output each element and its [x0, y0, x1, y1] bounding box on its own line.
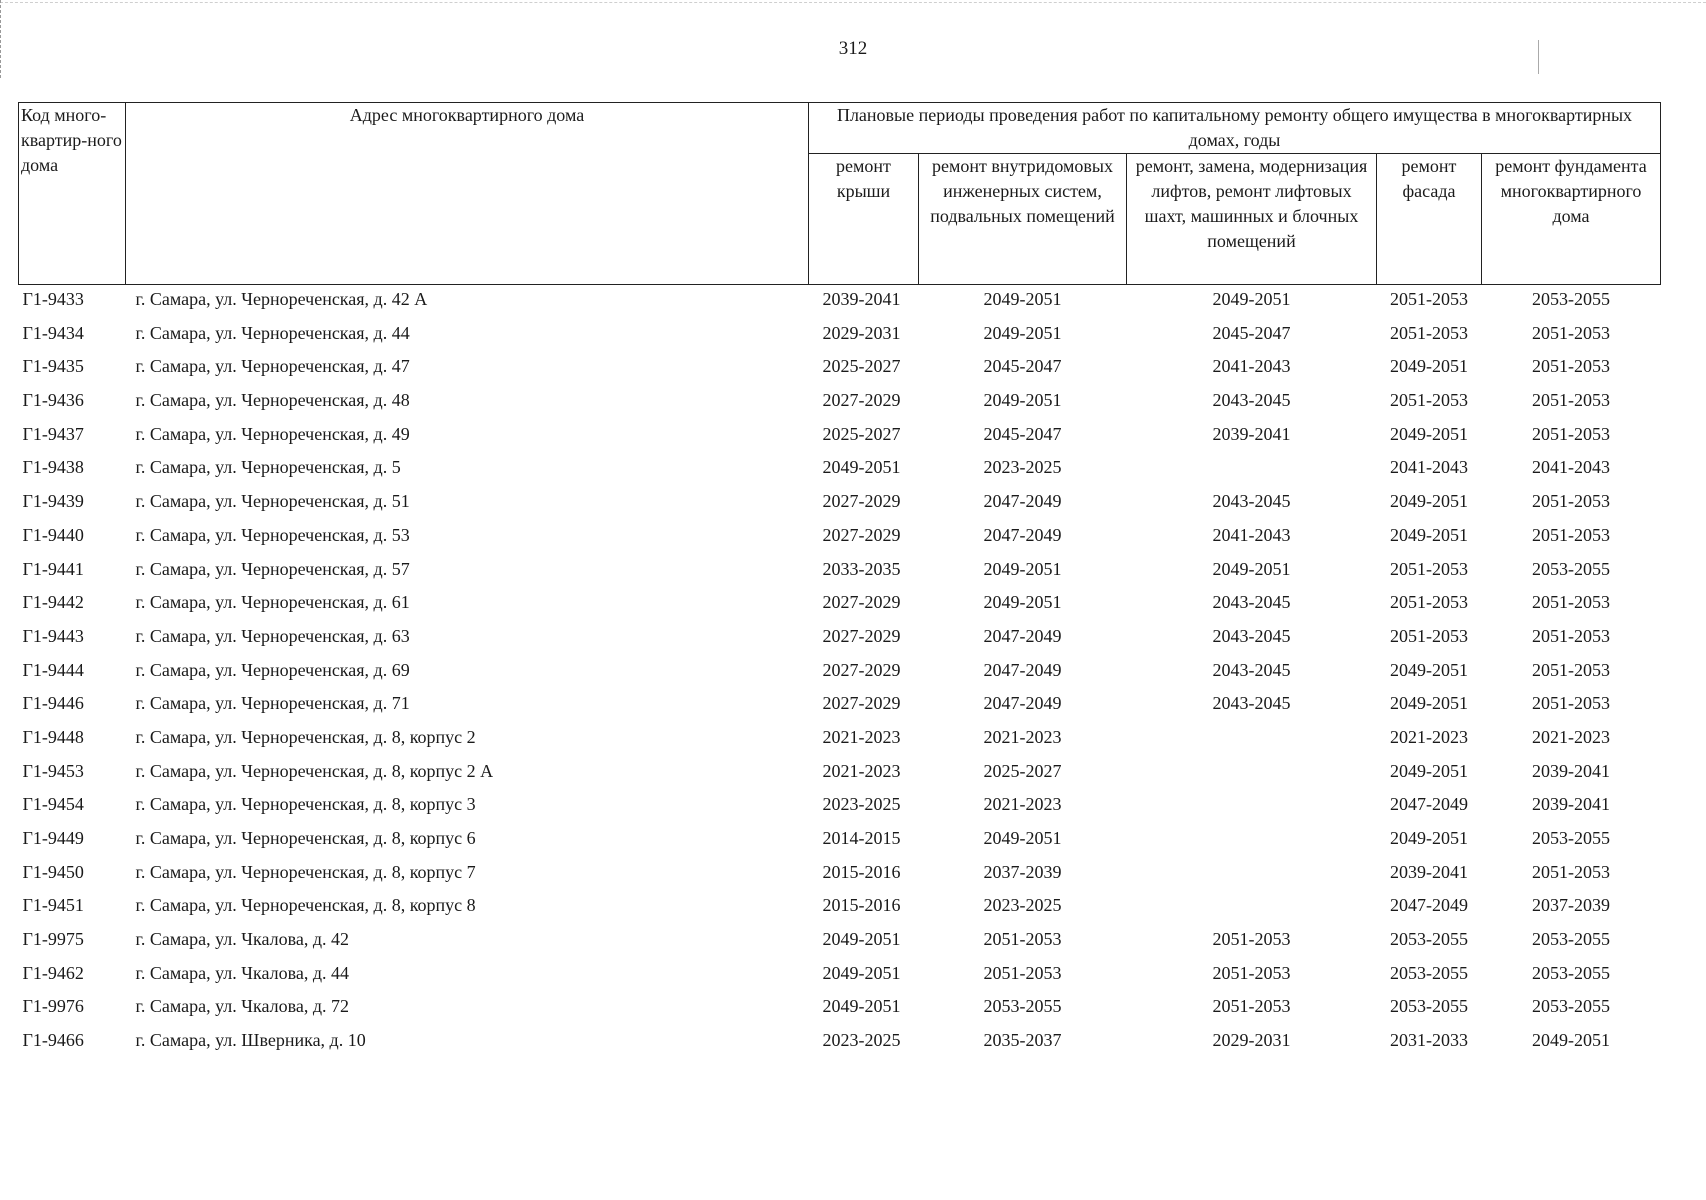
cell-code: Г1-9444	[22, 659, 84, 680]
table-row	[19, 860, 1661, 894]
cell-engineering: 2025-2027	[983, 760, 1062, 781]
cell-engineering: 2021-2023	[983, 794, 1062, 815]
cell-address: г. Самара, ул. Чернореченская, д. 71	[135, 693, 410, 714]
cell-facade: 2049-2051	[1390, 491, 1468, 512]
cell-foundation: 2039-2041	[1532, 794, 1610, 815]
cell-lift: 2051-2053	[1212, 929, 1291, 950]
cell-facade: 2047-2049	[1390, 895, 1468, 916]
header-planned-periods: Плановые периоды проведения работ по капитальному ремонту общего имущества в многоквартирных домах, годы	[809, 103, 1661, 154]
cell-lift	[1127, 860, 1377, 894]
cell-roof: 2027-2029	[822, 693, 901, 714]
cell-foundation: 2053-2055	[1532, 996, 1610, 1017]
cell-facade: 2049-2051	[1390, 356, 1468, 377]
cell-facade: 2031-2033	[1390, 1030, 1468, 1051]
table-row	[19, 826, 1661, 860]
cell-facade: 2041-2043	[1390, 457, 1468, 478]
cell-roof: 2027-2029	[822, 390, 901, 411]
cell-roof: 2033-2035	[822, 558, 901, 579]
table-row	[19, 354, 1661, 388]
cell-lift: 2043-2045	[1212, 625, 1291, 646]
cell-address: г. Самара, ул. Чернореченская, д. 53	[135, 524, 410, 545]
cell-foundation: 2053-2055	[1532, 929, 1610, 950]
cell-roof: 2015-2016	[822, 895, 901, 916]
cell-code: Г1-9434	[22, 322, 84, 343]
cell-code: Г1-9453	[22, 760, 84, 781]
cell-address: г. Самара, ул. Чкалова, д. 72	[135, 996, 349, 1017]
cell-foundation: 2051-2053	[1532, 390, 1610, 411]
table-row	[19, 725, 1661, 759]
cell-address: г. Самара, ул. Чернореченская, д. 47	[135, 356, 410, 377]
cell-code: Г1-9462	[22, 962, 84, 983]
cell-roof: 2027-2029	[822, 625, 901, 646]
table-row	[19, 691, 1661, 725]
cell-lift: 2051-2053	[1212, 996, 1291, 1017]
cell-roof: 2021-2023	[822, 726, 901, 747]
header-engineering: ремонт внутридомовых инженерных систем, подвальных помещений	[919, 154, 1127, 285]
cell-roof: 2014-2015	[822, 828, 901, 848]
cell-engineering: 2023-2025	[983, 457, 1062, 478]
cell-lift	[1127, 455, 1377, 489]
table-row	[19, 590, 1661, 624]
cell-lift: 2029-2031	[1212, 1030, 1291, 1051]
table-row	[19, 557, 1661, 591]
cell-address: г. Самара, ул. Чернореченская, д. 63	[135, 625, 410, 646]
cell-address: г. Самара, ул. Чернореченская, д. 44	[135, 322, 410, 343]
cell-lift	[1127, 759, 1377, 793]
cell-lift	[1127, 893, 1377, 927]
cell-roof: 2023-2025	[822, 1030, 901, 1051]
cell-foundation: 2053-2055	[1532, 558, 1610, 579]
cell-address: г. Самара, ул. Чернореченская, д. 49	[135, 423, 410, 444]
cell-address: г. Самара, ул. Чкалова, д. 42	[135, 929, 349, 950]
cell-foundation: 2053-2055	[1532, 962, 1610, 983]
cell-engineering: 2047-2049	[983, 524, 1062, 545]
table-row	[19, 927, 1661, 961]
cell-roof: 2029-2031	[822, 322, 901, 343]
cell-lift	[1127, 792, 1377, 826]
table-row	[19, 624, 1661, 658]
cell-facade: 2049-2051	[1390, 659, 1468, 680]
cell-foundation: 2049-2051	[1532, 1030, 1610, 1051]
cell-lift: 2039-2041	[1212, 423, 1291, 444]
cell-facade: 2049-2051	[1390, 423, 1468, 444]
cell-engineering: 2049-2051	[983, 558, 1062, 579]
capital-repair-table	[18, 102, 1661, 1062]
cell-lift: 2043-2045	[1212, 592, 1291, 613]
cell-facade: 2051-2053	[1390, 322, 1468, 343]
cell-address: г. Самара, ул. Чернореченская, д. 8, корпус 8	[135, 895, 476, 916]
cell-facade: 2047-2049	[1390, 794, 1468, 815]
cell-foundation: 2051-2053	[1532, 592, 1610, 613]
cell-roof: 2027-2029	[822, 491, 901, 512]
header-foundation: ремонт фундамента многоквартирного дома	[1482, 154, 1661, 285]
cell-roof: 2015-2016	[822, 861, 901, 882]
scan-edge-top	[0, 2, 1706, 4]
cell-engineering: 2049-2051	[983, 390, 1062, 411]
cell-lift	[1127, 826, 1377, 860]
table-row	[19, 523, 1661, 557]
cell-code: Г1-9438	[22, 457, 84, 478]
cell-engineering: 2047-2049	[983, 693, 1062, 714]
cell-lift: 2043-2045	[1212, 390, 1291, 411]
cell-foundation: 2051-2053	[1532, 625, 1610, 646]
cell-address: г. Самара, ул. Чернореченская, д. 8, корпус 6	[135, 828, 476, 848]
cell-engineering: 2037-2039	[983, 861, 1062, 882]
cell-engineering: 2051-2053	[983, 929, 1062, 950]
cell-code: Г1-9442	[22, 592, 84, 613]
table-row	[19, 961, 1661, 995]
cell-lift: 2051-2053	[1212, 962, 1291, 983]
cell-facade: 2049-2051	[1390, 828, 1468, 848]
cell-code: Г1-9437	[22, 423, 84, 444]
cell-engineering: 2035-2037	[983, 1030, 1062, 1051]
cell-foundation: 2051-2053	[1532, 693, 1610, 714]
table-row	[19, 893, 1661, 927]
cell-code: Г1-9443	[22, 625, 84, 646]
cell-code: Г1-9449	[22, 828, 84, 848]
cell-address: г. Самара, ул. Чкалова, д. 44	[135, 962, 349, 983]
cell-engineering: 2049-2051	[983, 289, 1062, 309]
cell-foundation: 2051-2053	[1532, 659, 1610, 680]
cell-address: г. Самара, ул. Чернореченская, д. 42 А	[135, 289, 428, 309]
cell-code: Г1-9976	[22, 996, 84, 1017]
cell-foundation: 2051-2053	[1532, 524, 1610, 545]
cell-foundation: 2051-2053	[1532, 423, 1610, 444]
table-row	[19, 321, 1661, 355]
cell-engineering: 2053-2055	[983, 996, 1062, 1017]
cell-roof: 2049-2051	[822, 457, 901, 478]
cell-code: Г1-9454	[22, 794, 84, 815]
cell-address: г. Самара, ул. Чернореченская, д. 8, корпус 2 А	[135, 760, 494, 781]
table-row	[19, 422, 1661, 456]
cell-roof: 2039-2041	[822, 289, 901, 309]
header-code: Код много-квартир-ного дома	[19, 103, 126, 285]
cell-facade: 2053-2055	[1390, 962, 1468, 983]
cell-address: г. Самара, ул. Чернореченская, д. 61	[135, 592, 410, 613]
header-facade: ремонт фасада	[1377, 154, 1482, 285]
cell-foundation: 2021-2023	[1532, 726, 1610, 747]
cell-engineering: 2021-2023	[983, 726, 1062, 747]
cell-address: г. Самара, ул. Чернореченская, д. 8, корпус 2	[135, 726, 476, 747]
cell-code: Г1-9436	[22, 390, 84, 411]
cell-code: Г1-9440	[22, 524, 84, 545]
cell-lift: 2043-2045	[1212, 693, 1291, 714]
cell-lift: 2049-2051	[1212, 289, 1291, 309]
table-row	[19, 489, 1661, 523]
table-header	[19, 103, 1661, 285]
cell-facade: 2051-2053	[1390, 592, 1468, 613]
cell-facade: 2051-2053	[1390, 390, 1468, 411]
table-row	[19, 759, 1661, 793]
table-row	[19, 658, 1661, 692]
cell-lift: 2049-2051	[1212, 558, 1291, 579]
cell-engineering: 2047-2049	[983, 491, 1062, 512]
table-row	[19, 994, 1661, 1028]
cell-address: г. Самара, ул. Чернореченская, д. 5	[135, 457, 401, 478]
cell-lift: 2041-2043	[1212, 356, 1291, 377]
cell-foundation: 2053-2055	[1532, 828, 1610, 848]
cell-address: г. Самара, ул. Чернореченская, д. 48	[135, 390, 410, 411]
cell-code: Г1-9975	[22, 929, 84, 950]
cell-foundation: 2053-2055	[1532, 289, 1610, 309]
cell-engineering: 2049-2051	[983, 592, 1062, 613]
cell-lift: 2043-2045	[1212, 659, 1291, 680]
cell-facade: 2049-2051	[1390, 693, 1468, 714]
cell-facade: 2049-2051	[1390, 760, 1468, 781]
cell-engineering: 2051-2053	[983, 962, 1062, 983]
cell-address: г. Самара, ул. Чернореченская, д. 51	[135, 491, 410, 512]
cell-roof: 2027-2029	[822, 659, 901, 680]
cell-code: Г1-9439	[22, 491, 84, 512]
cell-foundation: 2039-2041	[1532, 760, 1610, 781]
cell-foundation: 2051-2053	[1532, 861, 1610, 882]
cell-code: Г1-9451	[22, 895, 84, 916]
cell-foundation: 2051-2053	[1532, 322, 1610, 343]
cell-code: Г1-9448	[22, 726, 84, 747]
cell-facade: 2053-2055	[1390, 929, 1468, 950]
cell-code: Г1-9435	[22, 356, 84, 377]
cell-foundation: 2041-2043	[1532, 457, 1610, 478]
cell-roof: 2027-2029	[822, 592, 901, 613]
cell-engineering: 2047-2049	[983, 659, 1062, 680]
cell-lift: 2041-2043	[1212, 524, 1291, 545]
cell-foundation: 2051-2053	[1532, 491, 1610, 512]
cell-facade: 2039-2041	[1390, 861, 1468, 882]
cell-roof: 2049-2051	[822, 929, 901, 950]
cell-foundation: 2037-2039	[1532, 895, 1610, 916]
cell-facade: 2053-2055	[1390, 996, 1468, 1017]
cell-lift	[1127, 725, 1377, 759]
cell-address: г. Самара, ул. Шверника, д. 10	[135, 1030, 366, 1051]
cell-code: Г1-9433	[22, 289, 84, 309]
cell-lift: 2043-2045	[1212, 491, 1291, 512]
table-row	[19, 388, 1661, 422]
cell-foundation: 2051-2053	[1532, 356, 1610, 377]
cell-facade: 2051-2053	[1390, 289, 1468, 309]
cell-facade: 2021-2023	[1390, 726, 1468, 747]
table-row	[19, 455, 1661, 489]
cell-code: Г1-9450	[22, 861, 84, 882]
cell-roof: 2025-2027	[822, 423, 901, 444]
table-row	[19, 792, 1661, 826]
cell-facade: 2051-2053	[1390, 558, 1468, 579]
cell-facade: 2051-2053	[1390, 625, 1468, 646]
header-lift: ремонт, замена, модернизация лифтов, ремонт лифтовых шахт, машинных и блочных помещений	[1127, 154, 1377, 285]
cell-roof: 2049-2051	[822, 996, 901, 1017]
cell-engineering: 2049-2051	[983, 322, 1062, 343]
cell-roof: 2025-2027	[822, 356, 901, 377]
page-number: 312	[838, 38, 868, 59]
cell-lift: 2045-2047	[1212, 322, 1291, 343]
cell-roof: 2023-2025	[822, 794, 901, 815]
cell-code: Г1-9446	[22, 693, 84, 714]
cell-engineering: 2023-2025	[983, 895, 1062, 916]
cell-facade: 2049-2051	[1390, 524, 1468, 545]
header-roof: ремонт крыши	[809, 154, 919, 285]
cell-address: г. Самара, ул. Чернореченская, д. 8, корпус 3	[135, 794, 476, 815]
table-row	[19, 285, 1661, 321]
table-row	[19, 1028, 1661, 1062]
cell-engineering: 2047-2049	[983, 625, 1062, 646]
header-address: Адрес многоквартирного дома	[126, 103, 809, 285]
cell-engineering: 2049-2051	[983, 828, 1062, 848]
cell-roof: 2049-2051	[822, 962, 901, 983]
table-body	[19, 285, 1661, 1062]
cell-code: Г1-9441	[22, 558, 84, 579]
cell-roof: 2027-2029	[822, 524, 901, 545]
cell-address: г. Самара, ул. Чернореченская, д. 57	[135, 558, 410, 579]
cell-engineering: 2045-2047	[983, 423, 1062, 444]
cell-engineering: 2045-2047	[983, 356, 1062, 377]
cell-address: г. Самара, ул. Чернореченская, д. 69	[135, 659, 410, 680]
cell-address: г. Самара, ул. Чернореченская, д. 8, корпус 7	[135, 861, 476, 882]
cell-code: Г1-9466	[22, 1030, 84, 1051]
cell-roof: 2021-2023	[822, 760, 901, 781]
